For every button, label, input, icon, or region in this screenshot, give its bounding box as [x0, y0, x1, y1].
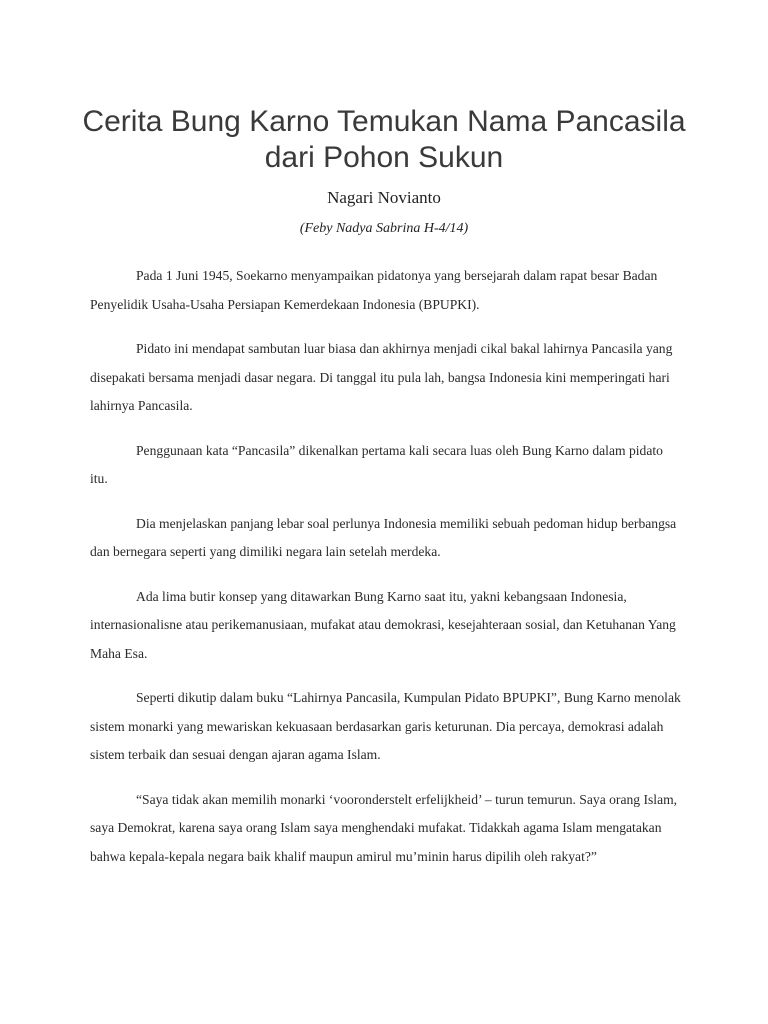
paragraph: Penggunaan kata “Pancasila” dikenalkan pertama kali secara luas oleh Bung Karno dalam pidato itu. — [90, 442, 663, 486]
paragraph: Seperti dikutip dalam buku “Lahirnya Pancasila, Kumpulan Pidato BPUPKI”, Bung Karno menolak sistem monarki yang mewariskan kekuasaan berdasarkan garis keturunan. Dia percaya, demokrasi adalah sistem terbaik dan sesuai dengan ajaran agama Islam. — [90, 690, 681, 762]
paragraph: Ada lima butir konsep yang ditawarkan Bung Karno saat itu, yakni kebangsaan Indonesia, internasionalisne atau perikemanusiaan, mufakat atau demokrasi, kesejahteraan sosial, dan Ketuhanan Yang Maha Esa. — [90, 588, 676, 661]
contributor-credit: (Feby Nadya Sabrina H-4/14) — [299, 221, 469, 236]
paragraph: Pidato ini mendapat sambutan luar biasa dan akhirnya menjadi cikal bakal lahirnya Pancasila yang disepakati bersama menjadi dasar negara. Di tanggal itu pula lah, bangsa Indonesia kini memperingati hari lahirnya Pancasila. — [90, 341, 673, 413]
document-title: Cerita Bung Karno Temukan Nama Pancasila dari Pohon Sukun — [82, 105, 686, 174]
author-name: Nagari Novianto — [327, 188, 441, 207]
paragraph: Dia menjelaskan panjang lebar soal perlunya Indonesia memiliki sebuah pedoman hidup berbangsa dan bernegara seperti yang dimiliki negara lain setelah merdeka. — [90, 515, 677, 559]
article-body — [90, 262, 682, 887]
paragraph: “Saya tidak akan memilih monarki ‘vooronderstelt erfelijkheid’ – turun temurun. Saya orang Islam, saya Demokrat, karena saya orang Islam saya menghendaki mufakat. Tidakkah agama Islam mengatakan bahwa kepala-kepala negara baik khalif maupun amirul mu’minin harus dipilih oleh rakyat?” — [90, 791, 678, 864]
paragraph: Pada 1 Juni 1945, Soekarno menyampaikan pidatonya yang bersejarah dalam rapat besar Badan Penyelidik Usaha-Usaha Persiapan Kemerdekaan Indonesia (BPUPKI). — [90, 268, 658, 312]
